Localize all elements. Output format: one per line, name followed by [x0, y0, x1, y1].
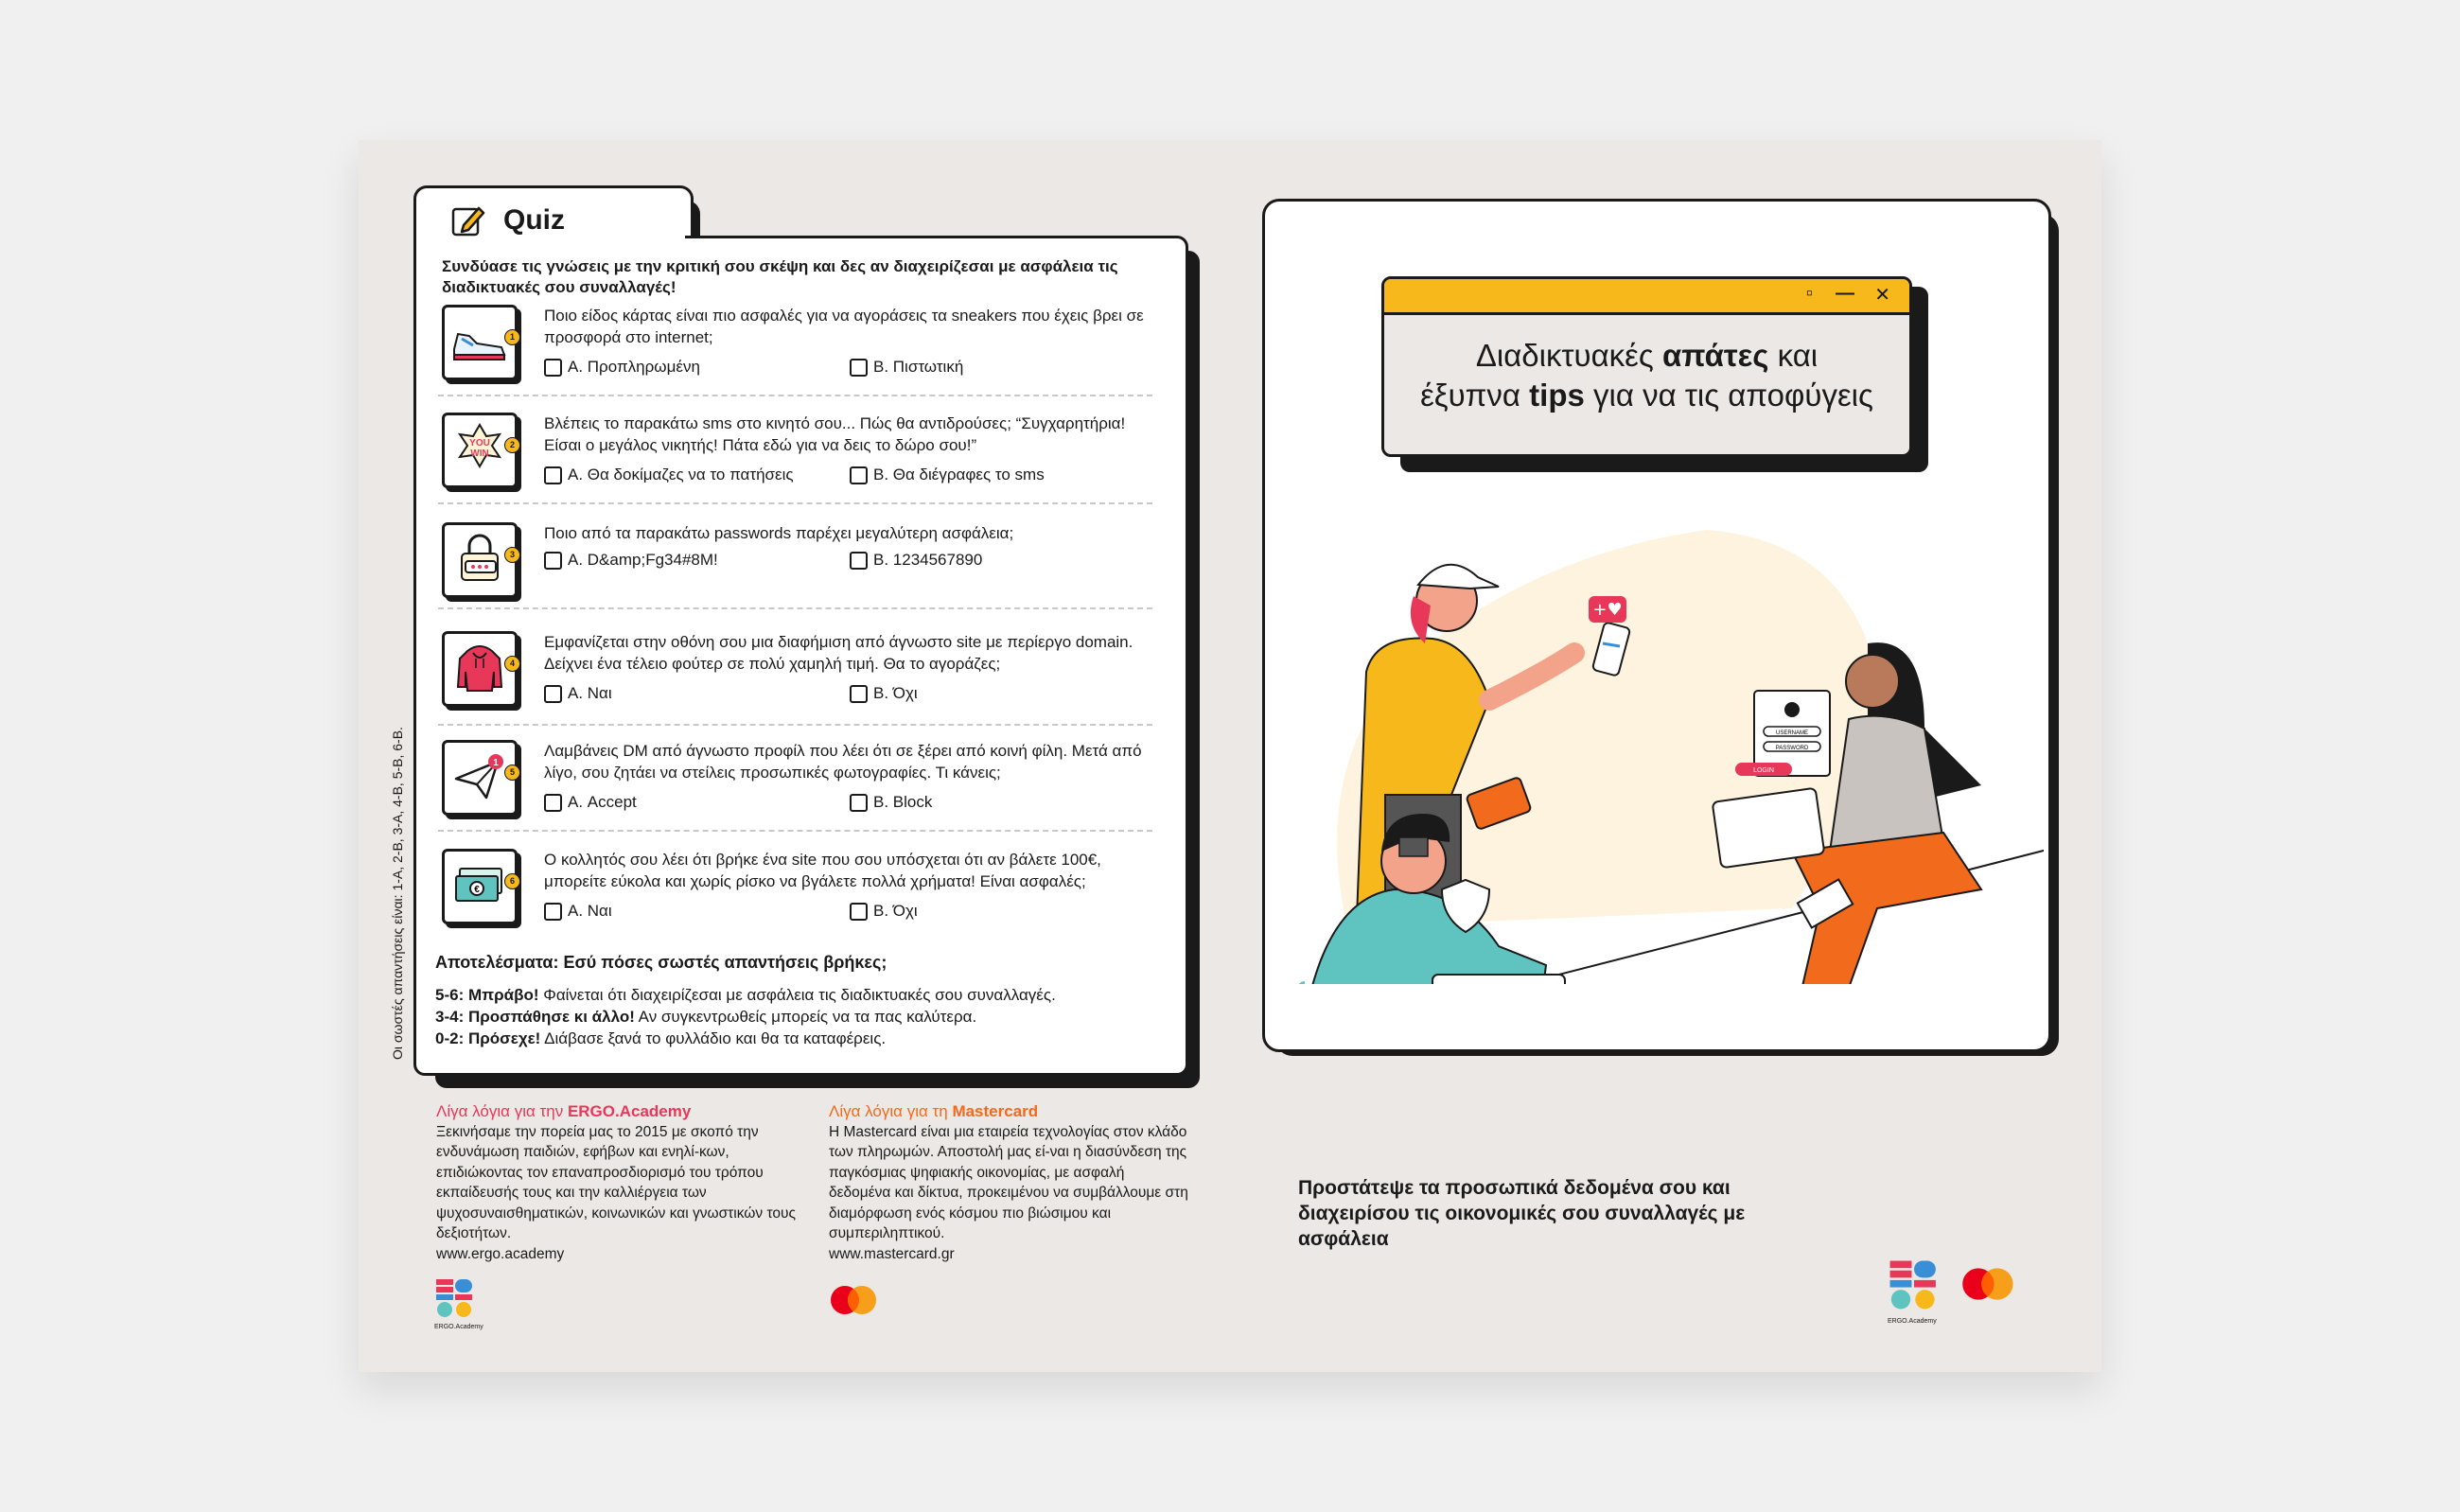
mastercard-about-body: Η Mastercard είναι μια εταιρεία τεχνολογίας στον κλάδο των πληρωμών. Αποστολή μας εί-ναι η διασύνδεση της παγκόσμιας ψηφιακής οικονομίας, με ασφαλή δεδομένα και δίκτυα, προκειμένου να συμβάλλουμε στη διαμόρφωση ενός κόσμου πιο βιώσιμου και συμπεριληπτικού. [829, 1123, 1188, 1241]
option-b-label: Β. Block [873, 793, 933, 811]
ergo-logo [434, 1277, 483, 1330]
option-b-label: Β. 1234567890 [873, 551, 983, 569]
heading-name: Mastercard [952, 1102, 1039, 1120]
minimize-icon[interactable]: — [1836, 283, 1854, 304]
svg-text:YOU: YOU [469, 438, 490, 448]
svg-text:+♥: +♥ [1592, 600, 1623, 620]
mastercard-logo-large [1959, 1265, 2019, 1303]
option-a-label: Α. Accept [568, 793, 637, 811]
option-a[interactable] [544, 793, 637, 812]
poster-tagline: Προστάτεψε τα προσωπικά δεδομένα σου και διαχειρίσου τις οικονομικές σου συναλλαγές με ασφάλεια [1298, 1177, 1746, 1250]
results-list [435, 984, 1056, 1049]
maximize-icon[interactable]: ▫ [1805, 283, 1813, 304]
svg-text:WIN: WIN [470, 448, 489, 459]
title-line-2 [1384, 376, 1909, 415]
question-text: Ο κολλητός σου λέει ότι βρήκε ένα site που σου υπόσχεται ότι αν βάλετε 100€, μπορείτε εύκολα και χωρίς ρίσκο να βγάλετε πολλά χρήματα! Είναι ασφαλές; [544, 851, 1101, 890]
title-text: έξυπνα [1420, 378, 1530, 413]
heading-prefix: Λίγα λόγια για την [436, 1102, 568, 1120]
option-b[interactable] [850, 684, 918, 703]
option-b[interactable] [850, 551, 982, 570]
checkbox[interactable] [544, 685, 562, 703]
illustration [1262, 511, 2044, 984]
title-highlight: απάτες [1661, 338, 1769, 373]
result-label: 3-4: Προσπάθησε κι άλλο! [435, 1008, 635, 1026]
ergo-about [436, 1101, 796, 1264]
question-text: Ποιο από τα παρακάτω passwords παρέχει μεγαλύτερη ασφάλεια; [544, 524, 1014, 542]
divider [438, 830, 1152, 832]
ergo-about-heading [436, 1101, 796, 1122]
quiz-intro: Συνδύασε τις γνώσεις με την κριτική σου σκέψη και δες αν διαχειρίζεσαι με ασφάλεια τις διαδικτυακές σου συναλλαγές! [442, 257, 1118, 296]
option-b-label: Β. Πιστωτική [873, 358, 964, 376]
divider [438, 724, 1152, 726]
question-number-badge: 6 [504, 873, 520, 889]
close-icon[interactable]: ✕ [1874, 285, 1890, 306]
option-a-label: Α. D&amp;Fg34#8M! [568, 551, 718, 569]
checkbox[interactable] [544, 552, 562, 570]
result-line [435, 1006, 1056, 1028]
quiz-question-1 [438, 305, 1157, 390]
option-b[interactable] [850, 466, 1045, 484]
option-b-label: Β. Όχι [873, 902, 918, 920]
mastercard-logo [828, 1283, 881, 1317]
option-a-label: Α. Θα δοκίμαζες να το πατήσεις [568, 466, 794, 483]
pencil-icon [450, 202, 486, 238]
option-b-label: Β. Θα διέγραφες το sms [873, 466, 1045, 483]
like-notification-icon [1589, 596, 1626, 623]
svg-text:€: € [474, 885, 480, 895]
heading-name: ERGO.Academy [567, 1102, 692, 1120]
checkbox[interactable] [544, 359, 562, 377]
question-number-badge: 5 [504, 765, 520, 781]
title-highlight: tips [1529, 378, 1585, 413]
option-a-label: Α. Ναι [568, 684, 612, 702]
checkbox[interactable] [850, 552, 868, 570]
question-text: Λαμβάνεις DM από άγνωστο προφίλ που λέει ότι σε ξέρει από κοινή φίλη. Μετά από λίγο, σου ζητάει να στείλεις προσωπικές φωτογραφίες. Τι κάνεις; [544, 742, 1142, 782]
checkbox[interactable] [850, 685, 868, 703]
result-line [435, 984, 1056, 1006]
option-a[interactable] [544, 466, 794, 484]
option-b-label: Β. Όχι [873, 684, 918, 702]
result-text: Αν συγκεντρωθείς μπορείς να τα πας καλύτερα. [634, 1008, 977, 1026]
option-a-label: Α. Προπληρωμένη [568, 358, 700, 376]
result-text: Διάβασε ξανά το φυλλάδιο και θα τα καταφέρεις. [540, 1029, 887, 1047]
results-title: Αποτελέσματα: Εσύ πόσες σωστές απαντήσεις βρήκες; [435, 953, 887, 972]
divider [438, 502, 1152, 504]
ergo-logo-caption: ERGO.Academy [434, 1324, 483, 1330]
quiz-title: Quiz [503, 204, 565, 236]
checkbox[interactable] [544, 794, 562, 812]
title-text: και [1768, 338, 1819, 373]
title-text: για να τις αποφύγεις [1584, 378, 1873, 413]
question-number-badge: 3 [504, 547, 520, 563]
checkbox[interactable] [544, 903, 562, 921]
mastercard-about [829, 1101, 1188, 1264]
ergo-logo-caption: ERGO.Academy [1888, 1318, 1937, 1325]
option-a[interactable] [544, 551, 718, 570]
ergo-about-body: Ξεκινήσαμε την πορεία μας το 2015 με σκοπό την ενδυνάμωση παιδιών, εφήβων και ενηλί-κων, επιδιώκοντας τον επαναπροσδιορισμό του τρόπου εκπαίδευσής τους και την καλλιέργεια των ψυχοσυναισθηματικών, κοινωνικών και γνωστικών τους δεξιοτήτων. [436, 1123, 796, 1241]
question-number-badge: 4 [504, 656, 520, 672]
poster-title [1384, 336, 1909, 415]
checkbox[interactable] [850, 359, 868, 377]
window-title-bar [1384, 279, 1909, 315]
login-button: LOGIN [1753, 767, 1774, 774]
answers-key: Οι σωστές απαντήσεις είναι: 1-Α, 2-Β, 3-Α, 4-Β, 5-Β, 6-Β. [390, 727, 405, 1060]
title-text: Διαδικτυακές [1475, 338, 1662, 373]
option-b[interactable] [850, 358, 963, 377]
title-line-1 [1384, 336, 1909, 376]
question-text: Εμφανίζεται στην οθόνη σου μια διαφήμιση από άγνωστο site με περίεργο domain. Δείχνει ένα τέλειο φούτερ σε πολύ χαμηλή τιμή. Θα το αγοράζες; [544, 633, 1133, 673]
option-a[interactable] [544, 902, 612, 921]
divider [438, 395, 1152, 396]
checkbox[interactable] [850, 466, 868, 484]
title-window [1381, 276, 1912, 457]
quiz-question-4 [438, 631, 1157, 716]
quiz-question-5 [438, 740, 1157, 825]
option-a[interactable] [544, 684, 612, 703]
mail-icon [1399, 837, 1428, 856]
heading-prefix: Λίγα λόγια για τη [829, 1102, 953, 1120]
checkbox[interactable] [544, 466, 562, 484]
option-a-label: Α. Ναι [568, 902, 612, 920]
password-field: PASSWORD [1775, 746, 1809, 751]
svg-text:1: 1 [493, 758, 499, 768]
result-line [435, 1028, 1056, 1049]
option-a[interactable] [544, 358, 700, 377]
quiz-question-6 [438, 849, 1157, 934]
question-number-badge: 1 [504, 329, 520, 345]
result-label: 0-2: Πρόσεχε! [435, 1029, 541, 1047]
checkbox[interactable] [850, 903, 868, 921]
ergo-url[interactable]: www.ergo.academy [436, 1245, 565, 1262]
question-text: Βλέπεις το παρακάτω sms στο κινητό σου... Πώς θα αντιδρούσες; “Συγχαρητήρια! Είσαι ο μεγάλος νικητής! Πάτα εδώ για να δεις το δώρο σου!” [544, 414, 1126, 454]
result-text: Φαίνεται ότι διαχειρίζεσαι με ασφάλεια τις διαδικτυακές σου συναλλαγές. [538, 986, 1056, 1004]
question-number-badge: 2 [504, 437, 520, 453]
quiz-question-3 [438, 522, 1157, 607]
mastercard-about-heading [829, 1101, 1188, 1122]
divider [438, 607, 1152, 609]
question-text: Ποιο είδος κάρτας είναι πιο ασφαλές για να αγοράσεις τα sneakers που έχεις βρει σε προσφορά στο internet; [544, 307, 1144, 346]
checkbox[interactable] [850, 794, 868, 812]
username-field: USERNAME [1775, 730, 1809, 736]
quiz-question-2 [438, 413, 1157, 498]
mastercard-url[interactable]: www.mastercard.gr [829, 1245, 955, 1262]
result-label: 5-6: Μπράβο! [435, 986, 539, 1004]
option-b[interactable] [850, 902, 918, 921]
option-b[interactable] [850, 793, 932, 812]
ergo-logo-large [1888, 1257, 1941, 1325]
